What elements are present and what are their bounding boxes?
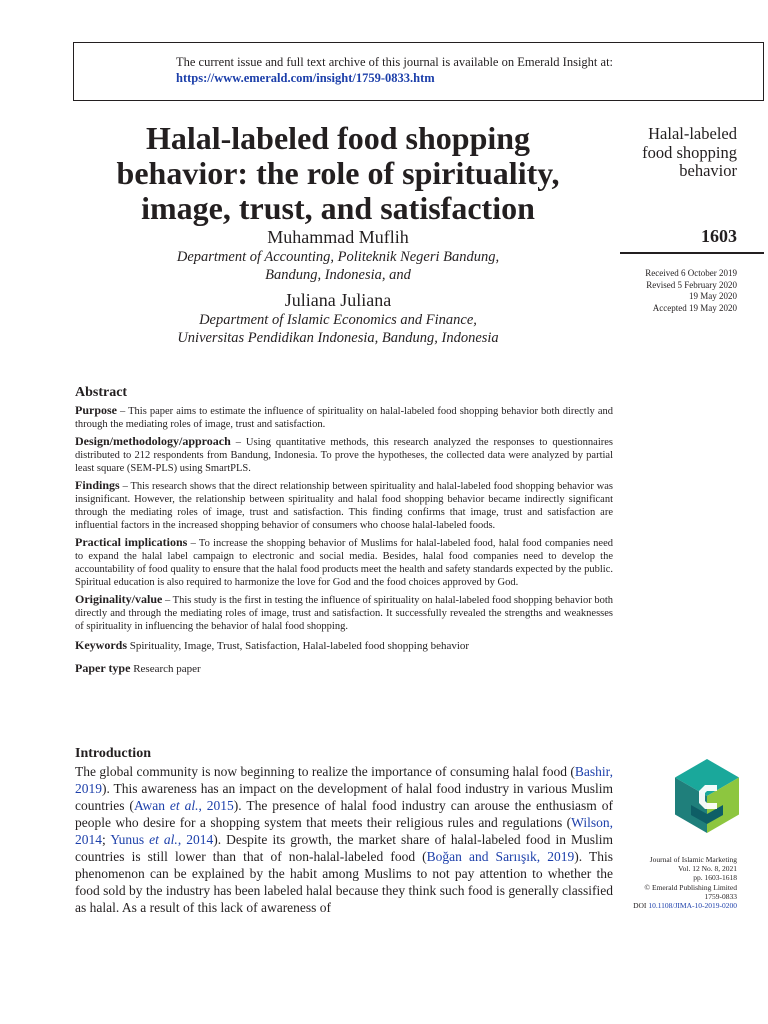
citation-link[interactable]: Bashir, 2019 xyxy=(75,764,613,796)
abstract xyxy=(75,385,613,676)
abstract-implications: Practical implications – To increase the shopping behavior of Muslims for halal-labeled food, halal food companies need to expand the halal label campaign to electronic and social media. Besides, halal food companies need to develop the accountability of food quality to ensure that the halal food products meet the health and safety standards expected by the public. Spiritual education is also required to harmonize the love for God and the food choices approved by God. xyxy=(75,535,613,589)
page-number: 1603 xyxy=(701,226,737,246)
citation-link[interactable]: Boğan and Sarıışık, 2019 xyxy=(426,849,575,864)
abstract-originality: Originality/value – This study is the first in testing the influence of spirituality on halal-labeled food shopping behavior both directly and through the mediating roles of image, trust and satisfaction. It successfully revealed the strengths and weaknesses of spirituality in influencing the behavior of halal food shopping. xyxy=(75,592,613,633)
introduction-heading: Introduction xyxy=(75,746,151,761)
abstract-heading: Abstract xyxy=(75,385,128,400)
sidebar-divider xyxy=(620,252,764,254)
introduction xyxy=(75,746,613,916)
doi-link[interactable]: 10.1108/JIMA-10-2019-0200 xyxy=(648,901,737,911)
abstract-purpose: Purpose – This paper aims to estimate the influence of spirituality on halal-labeled food shopping behavior both directly and through the mediating roles of image, trust and satisfaction. xyxy=(75,403,614,430)
citation-link[interactable]: Yunus et al., 2014 xyxy=(110,832,214,847)
author-affiliation: Department of Islamic Economics and Finance, Universitas Pendidikan Indonesia, Bandung, Indonesia xyxy=(177,312,499,346)
author-affiliation: Department of Accounting, Politeknik Negeri Bandung, Bandung, Indonesia, and xyxy=(176,249,500,283)
article-title: Halal-labeled food shopping behavior: the role of spirituality, image, trust, and satisfaction xyxy=(116,120,560,226)
archive-link[interactable]: https://www.emerald.com/insight/1759-0833.htm xyxy=(176,71,435,85)
abstract-findings: Findings – This research shows that the direct relationship between spirituality and halal-labeled food shopping behavior was insignificant. However, the relationship between spirituality and halal food shopping behavior became indirectly significant through the mediating roles of image, trust and satisfaction. This finding confirms that image, trust and satisfaction are influential factors in the increased shopping behavior of consumers who choose halal-labeled foods. xyxy=(75,478,614,532)
running-head: Halal-labeled food shopping behavior xyxy=(642,124,737,180)
author-name: Juliana Juliana xyxy=(284,290,392,310)
paper-type: Paper type Research paper xyxy=(75,661,201,676)
citation-link[interactable]: Wilson, 2014 xyxy=(75,815,613,847)
publication-dates: Received 6 October 2019 Revised 5 February 2020 19 May 2020 Accepted 19 May 2020 xyxy=(645,268,737,313)
journal-info: Journal of Islamic Marketing Vol. 12 No. 8, 2021 pp. 1603-1618 © Emerald Publishing Limited 1759-0833 DOI 10.1108/JIMA-10-2019-0200 xyxy=(633,855,737,911)
introduction-paragraph: The global community is now beginning to realize the importance of consuming halal food (Bashir, 2019). This awareness has an impact on the development of halal food industry in various Muslim countries (Awan et al., 2015). The presence of halal food industry can arouse the enthusiasm of people who desire for a shopping system that meets their religious rules and regulations (Wilson, 2014; Yunus et al., 2014). Despite its growth, the market share of halal-labeled food in Muslim countries is still lower than that of non-halal-labeled food (Boğan and Sarıışık, 2019). This phenomenon can be explained by the habit among Muslims to not pay attention to whether the food sold by the industry has been labeled halal because they think such food is generally classified as halal. As a result of this lack of awareness of xyxy=(75,764,614,915)
author-name: Muhammad Muflih xyxy=(267,227,409,247)
abstract-design: Design/methodology/approach – Using quantitative methods, this research analyzed the responses to questionnaires distributed to 212 respondents from Bandung, Indonesia. To prove the hypotheses, the collected data were analyzed by partial least square (SEM-PLS) using SmartPLS. xyxy=(75,434,614,475)
archive-notice: The current issue and full text archive of this journal is available on Emerald Insight at: xyxy=(176,55,614,69)
keywords: Keywords Spirituality, Image, Trust, Satisfaction, Halal-labeled food shopping behavior xyxy=(75,638,470,653)
publisher-logo-icon xyxy=(675,759,739,833)
citation-link[interactable]: Awan et al., 2015 xyxy=(133,798,234,813)
